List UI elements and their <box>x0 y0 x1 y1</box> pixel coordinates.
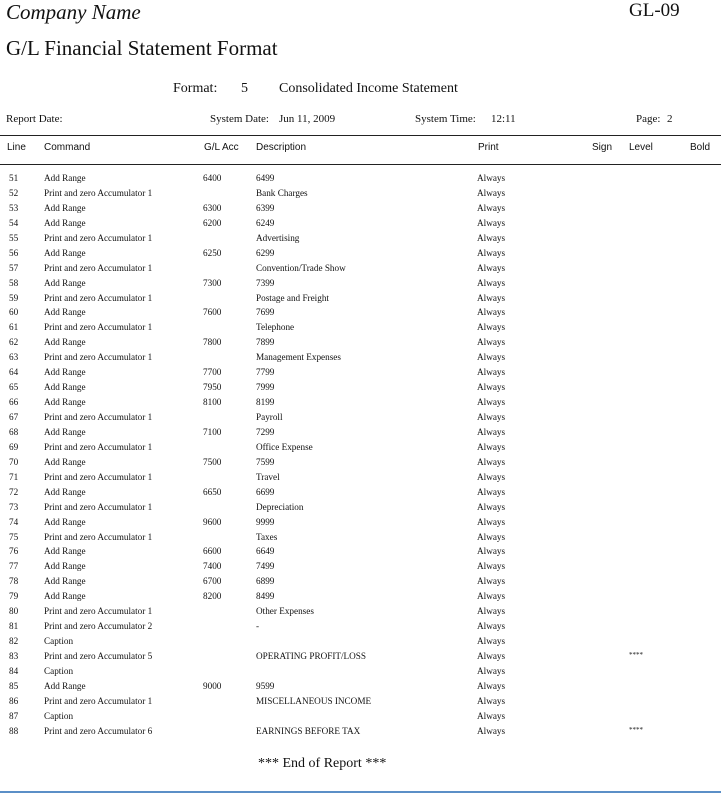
system-time-value: 12:11 <box>491 113 516 125</box>
row-command: Add Range <box>44 217 86 228</box>
row-print: Always <box>477 636 506 647</box>
table-row <box>0 278 721 293</box>
row-description: 8499 <box>256 591 275 602</box>
row-command: Print and zero Accumulator 1 <box>44 501 153 512</box>
col-header-print: Print <box>478 142 499 153</box>
report-rows <box>0 173 721 741</box>
row-line: 79 <box>9 591 19 602</box>
row-line: 64 <box>9 367 19 378</box>
table-row <box>0 337 721 352</box>
row-description: 6899 <box>256 576 275 587</box>
table-row <box>0 561 721 576</box>
row-line: 71 <box>9 471 19 482</box>
row-command: Print and zero Accumulator 1 <box>44 441 153 452</box>
table-row <box>0 218 721 233</box>
row-command: Print and zero Accumulator 1 <box>44 352 153 363</box>
header-divider-top <box>0 135 721 136</box>
row-print: Always <box>477 501 506 512</box>
table-row <box>0 352 721 367</box>
row-line: 76 <box>9 546 19 557</box>
row-line: 87 <box>9 710 19 721</box>
col-header-gl-acc: G/L Acc <box>204 142 239 153</box>
row-description: 9999 <box>256 516 275 527</box>
row-print: Always <box>477 277 506 288</box>
row-description: 7599 <box>256 456 275 467</box>
row-gl-acc: 8100 <box>203 397 222 408</box>
col-header-description: Description <box>256 142 307 153</box>
col-header-command: Command <box>44 142 91 153</box>
row-gl-acc: 7600 <box>203 307 222 318</box>
table-row <box>0 397 721 412</box>
format-number: 5 <box>241 81 248 96</box>
row-gl-acc: 6600 <box>203 546 222 557</box>
row-command: Print and zero Accumulator 1 <box>44 187 153 198</box>
row-gl-acc: 9000 <box>203 680 222 691</box>
row-description: 6299 <box>256 247 275 258</box>
row-level: **** <box>629 651 643 659</box>
table-row <box>0 502 721 517</box>
header-divider-bottom <box>0 164 721 165</box>
row-line: 69 <box>9 441 19 452</box>
row-command: Add Range <box>44 247 86 258</box>
row-line: 77 <box>9 561 19 572</box>
row-gl-acc: 8200 <box>203 591 222 602</box>
row-gl-acc: 6300 <box>203 202 222 213</box>
row-line: 52 <box>9 187 19 198</box>
row-description: Advertising <box>256 232 300 243</box>
row-print: Always <box>477 546 506 557</box>
row-description: Travel <box>256 471 280 482</box>
table-row <box>0 307 721 322</box>
row-print: Always <box>477 187 506 198</box>
row-gl-acc: 7800 <box>203 337 222 348</box>
row-command: Print and zero Accumulator 1 <box>44 232 153 243</box>
row-gl-acc: 7300 <box>203 277 222 288</box>
row-line: 75 <box>9 531 19 542</box>
row-print: Always <box>477 202 506 213</box>
table-row <box>0 546 721 561</box>
row-description: 9599 <box>256 680 275 691</box>
row-print: Always <box>477 516 506 527</box>
system-time-label: System Time: <box>415 113 476 125</box>
table-row <box>0 442 721 457</box>
page-number: 2 <box>667 113 673 125</box>
row-command: Caption <box>44 636 74 647</box>
row-description: OPERATING PROFIT/LOSS <box>256 651 367 661</box>
row-print: Always <box>477 322 506 333</box>
row-print: Always <box>477 292 506 303</box>
row-command: Print and zero Accumulator 1 <box>44 471 153 482</box>
table-row <box>0 681 721 696</box>
table-row <box>0 606 721 621</box>
row-command: Add Range <box>44 680 86 691</box>
row-print: Always <box>477 725 506 736</box>
row-print: Always <box>477 262 506 273</box>
row-line: 61 <box>9 322 19 333</box>
row-line: 63 <box>9 352 19 363</box>
row-print: Always <box>477 651 506 661</box>
row-print: Always <box>477 471 506 482</box>
row-description: 7299 <box>256 426 275 437</box>
row-description: Management Expenses <box>256 352 341 363</box>
row-line: 70 <box>9 456 19 467</box>
table-row <box>0 457 721 472</box>
row-command: Print and zero Accumulator 6 <box>44 725 153 736</box>
table-row <box>0 472 721 487</box>
row-print: Always <box>477 412 506 422</box>
row-gl-acc: 7500 <box>203 456 222 467</box>
row-command: Add Range <box>44 516 86 527</box>
row-command: Add Range <box>44 456 86 467</box>
table-row <box>0 203 721 218</box>
report-date-label: Report Date: <box>6 113 63 125</box>
row-command: Add Range <box>44 307 86 318</box>
row-command: Add Range <box>44 576 86 587</box>
row-gl-acc: 6400 <box>203 173 222 183</box>
row-description: 7399 <box>256 277 275 288</box>
report-title: G/L Financial Statement Format <box>6 36 278 60</box>
row-line: 74 <box>9 516 19 527</box>
row-line: 58 <box>9 277 19 288</box>
row-command: Caption <box>44 665 74 676</box>
table-row <box>0 293 721 308</box>
row-line: 81 <box>9 621 19 632</box>
row-line: 86 <box>9 695 19 706</box>
table-row <box>0 427 721 442</box>
row-command: Print and zero Accumulator 1 <box>44 292 153 303</box>
row-description: Office Expense <box>256 441 313 452</box>
table-row <box>0 696 721 711</box>
row-description: EARNINGS BEFORE TAX <box>256 725 361 736</box>
row-line: 80 <box>9 606 19 617</box>
row-command: Caption <box>44 710 74 721</box>
table-row <box>0 322 721 337</box>
row-description: Depreciation <box>256 501 304 512</box>
row-command: Print and zero Accumulator 1 <box>44 262 153 273</box>
row-description: MISCELLANEOUS INCOME <box>256 695 372 706</box>
row-description: 7499 <box>256 561 275 572</box>
table-row <box>0 636 721 651</box>
row-gl-acc: 7100 <box>203 426 222 437</box>
row-print: Always <box>477 531 506 542</box>
row-command: Add Range <box>44 426 86 437</box>
row-description: 7799 <box>256 367 275 378</box>
row-print: Always <box>477 397 506 408</box>
row-line: 84 <box>9 665 19 676</box>
row-print: Always <box>477 217 506 228</box>
row-command: Add Range <box>44 337 86 348</box>
row-description: 6699 <box>256 486 275 497</box>
row-command: Print and zero Accumulator 1 <box>44 412 153 422</box>
row-print: Always <box>477 456 506 467</box>
table-row <box>0 173 721 188</box>
table-row <box>0 382 721 397</box>
row-print: Always <box>477 367 506 378</box>
row-gl-acc: 6250 <box>203 247 222 258</box>
row-command: Add Range <box>44 202 86 213</box>
row-command: Print and zero Accumulator 2 <box>44 621 153 632</box>
row-print: Always <box>477 173 506 183</box>
row-print: Always <box>477 426 506 437</box>
row-gl-acc: 7700 <box>203 367 222 378</box>
row-line: 62 <box>9 337 19 348</box>
row-print: Always <box>477 576 506 587</box>
table-row <box>0 248 721 263</box>
row-print: Always <box>477 247 506 258</box>
table-row <box>0 412 721 427</box>
row-print: Always <box>477 680 506 691</box>
row-gl-acc: 6650 <box>203 486 222 497</box>
row-description: Bank Charges <box>256 187 308 198</box>
row-line: 83 <box>9 651 19 661</box>
row-command: Print and zero Accumulator 5 <box>44 651 153 661</box>
col-header-bold: Bold <box>690 142 711 153</box>
row-command: Add Range <box>44 486 86 497</box>
row-description: Taxes <box>256 531 278 542</box>
table-row <box>0 263 721 278</box>
row-description: 8199 <box>256 397 275 408</box>
row-description: 7999 <box>256 382 275 393</box>
row-command: Add Range <box>44 591 86 602</box>
row-command: Add Range <box>44 277 86 288</box>
row-description: 6249 <box>256 217 275 228</box>
row-line: 56 <box>9 247 19 258</box>
row-command: Add Range <box>44 367 86 378</box>
col-header-line: Line <box>7 142 26 153</box>
row-gl-acc: 6700 <box>203 576 222 587</box>
row-print: Always <box>477 486 506 497</box>
system-date-value: Jun 11, 2009 <box>279 113 336 125</box>
row-line: 66 <box>9 397 19 408</box>
table-row <box>0 487 721 502</box>
row-line: 73 <box>9 501 19 512</box>
row-line: 51 <box>9 173 19 183</box>
row-line: 68 <box>9 426 19 437</box>
row-print: Always <box>477 621 506 632</box>
row-description: Convention/Trade Show <box>256 262 346 273</box>
format-name: Consolidated Income Statement <box>279 81 458 96</box>
row-command: Add Range <box>44 561 86 572</box>
table-row <box>0 651 721 666</box>
row-line: 60 <box>9 307 19 318</box>
row-line: 67 <box>9 412 19 422</box>
row-command: Add Range <box>44 397 86 408</box>
row-gl-acc: 6200 <box>203 217 222 228</box>
page-label: Page: <box>636 113 661 125</box>
row-line: 54 <box>9 217 19 228</box>
row-line: 82 <box>9 636 19 647</box>
row-command: Add Range <box>44 173 86 183</box>
row-print: Always <box>477 307 506 318</box>
table-row <box>0 532 721 547</box>
row-print: Always <box>477 232 506 243</box>
row-line: 53 <box>9 202 19 213</box>
row-print: Always <box>477 441 506 452</box>
row-print: Always <box>477 561 506 572</box>
row-line: 72 <box>9 486 19 497</box>
row-description: 6399 <box>256 202 275 213</box>
row-line: 85 <box>9 680 19 691</box>
row-description: Other Expenses <box>256 606 314 617</box>
row-print: Always <box>477 591 506 602</box>
row-line: 59 <box>9 292 19 303</box>
table-row <box>0 576 721 591</box>
row-command: Add Range <box>44 546 86 557</box>
table-row <box>0 726 721 741</box>
table-row <box>0 666 721 681</box>
company-name: Company Name <box>6 0 141 24</box>
row-line: 78 <box>9 576 19 587</box>
row-description: 7699 <box>256 307 275 318</box>
row-print: Always <box>477 695 506 706</box>
table-row <box>0 711 721 726</box>
row-print: Always <box>477 382 506 393</box>
col-header-level: Level <box>629 142 653 153</box>
row-print: Always <box>477 665 506 676</box>
table-row <box>0 367 721 382</box>
row-description: Telephone <box>256 322 295 333</box>
table-row <box>0 517 721 532</box>
row-command: Add Range <box>44 382 86 393</box>
row-command: Print and zero Accumulator 1 <box>44 606 153 617</box>
row-print: Always <box>477 337 506 348</box>
row-command: Print and zero Accumulator 1 <box>44 695 153 706</box>
row-description: - <box>256 621 260 632</box>
system-date-label: System Date: <box>210 113 269 125</box>
row-level: **** <box>629 725 643 734</box>
row-command: Print and zero Accumulator 1 <box>44 531 153 542</box>
row-description: Postage and Freight <box>256 292 329 303</box>
bottom-border <box>0 791 721 793</box>
col-header-sign: Sign <box>592 142 613 153</box>
row-gl-acc: 7950 <box>203 382 222 393</box>
table-row <box>0 591 721 606</box>
row-gl-acc: 9600 <box>203 516 222 527</box>
table-row <box>0 621 721 636</box>
row-gl-acc: 7400 <box>203 561 222 572</box>
end-of-report: *** End of Report *** <box>258 756 387 771</box>
format-label: Format: <box>173 81 218 96</box>
row-command: Print and zero Accumulator 1 <box>44 322 153 333</box>
row-line: 55 <box>9 232 19 243</box>
row-description: 6499 <box>256 173 275 183</box>
row-print: Always <box>477 710 506 721</box>
row-line: 57 <box>9 262 19 273</box>
row-print: Always <box>477 606 506 617</box>
row-description: 7899 <box>256 337 275 348</box>
row-description: Payroll <box>256 412 283 422</box>
row-line: 65 <box>9 382 19 393</box>
table-row <box>0 188 721 203</box>
report-code: GL-09 <box>629 0 680 21</box>
row-print: Always <box>477 352 506 363</box>
row-line: 88 <box>9 725 19 736</box>
row-description: 6649 <box>256 546 275 557</box>
table-row <box>0 233 721 248</box>
